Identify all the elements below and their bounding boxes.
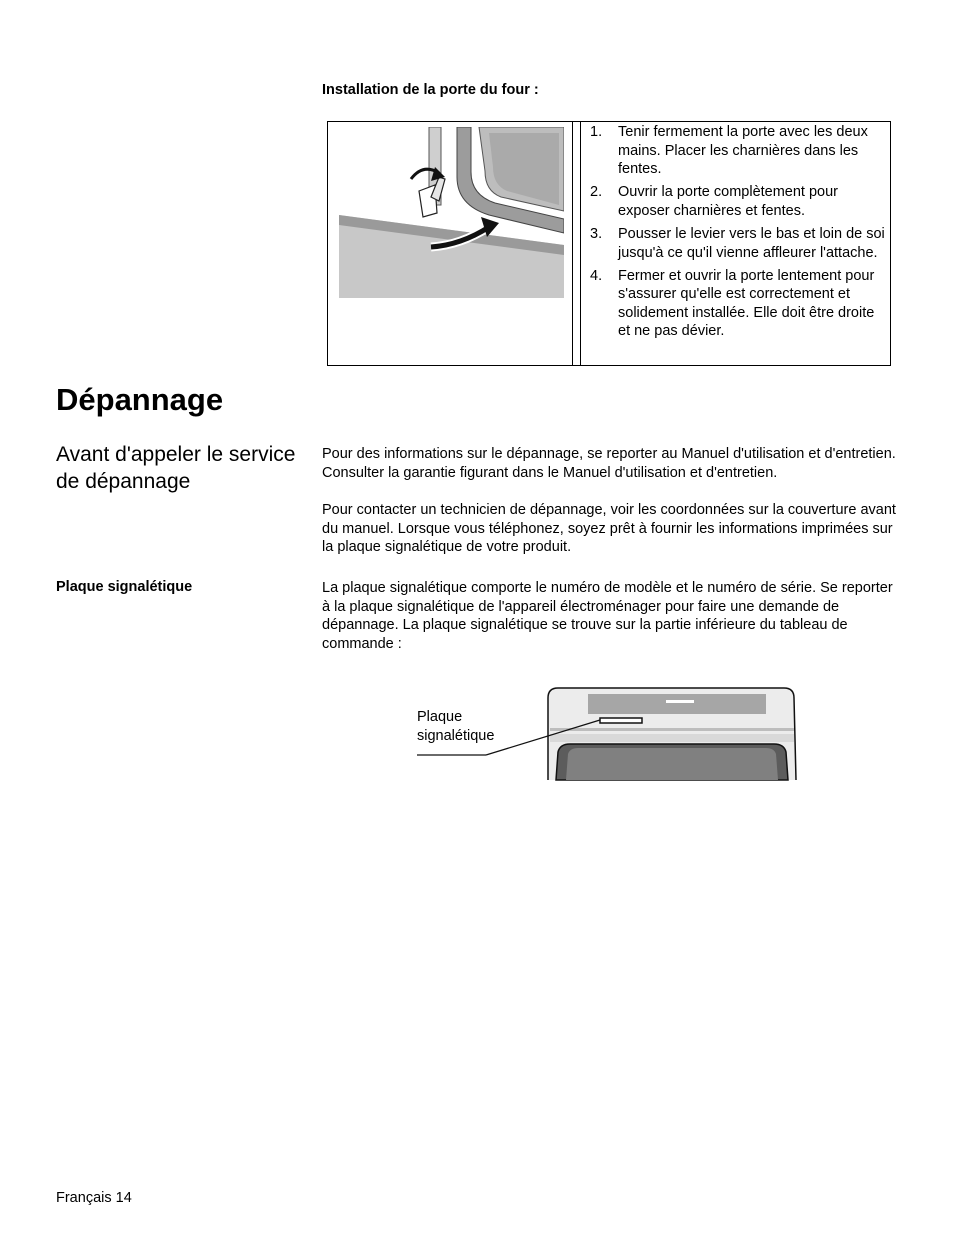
troubleshooting-paragraph: Pour des informations sur le dépannage, se reporter au Manuel d'utilisation et d'entretien. Consulter la garantie figurant dans le Manuel d'utilisation et d'entretien. — [322, 446, 896, 481]
installation-steps — [588, 123, 888, 346]
door-hinge-illustration — [339, 127, 564, 298]
contact-paragraph: Pour contacter un technicien de dépannage, voir les coordonnées sur la couverture avant du manuel. Lorsque vous téléphonez, soyez prêt à fournir les informations imprimées sur la plaque signalétique de votre produit. — [322, 502, 896, 556]
page-footer: Français 14 — [56, 1190, 132, 1206]
step-item: 3. Pousser le levier vers le bas et loin de soi jusqu'à ce qu'il vienne affleurer l'attache. — [590, 225, 885, 261]
section-subtitle: Avant d'appeler le service de dépannage — [56, 443, 296, 493]
nameplate-label: Plaque signalétique — [56, 579, 193, 595]
step-item: 2. Ouvrir la porte complètement pour exposer charnières et fentes. — [590, 184, 839, 219]
step-item: 1. Tenir fermement la porte avec les deux mains. Placer les charnières dans les fentes. — [590, 124, 868, 178]
nameplate-figure-label: Plaque signalétique — [417, 709, 495, 744]
section-title: Dépannage — [56, 382, 224, 417]
installation-table — [327, 121, 891, 366]
nameplate-paragraph: La plaque signalétique comporte le numéro de modèle et le numéro de série. Se reporter à la plaque signalétique de l'appareil électroménager pour faire une demande de dépannage. La plaque signalétique se trouve sur la partie inférieure du tableau de commande : — [322, 580, 893, 652]
installation-heading: Installation de la porte du four : — [322, 82, 539, 98]
step-item: 4. Fermer et ouvrir la porte lentement pour s'assurer qu'elle est correctement et solidement installée. Elle doit être droite et ne pas dévier. — [590, 267, 875, 340]
